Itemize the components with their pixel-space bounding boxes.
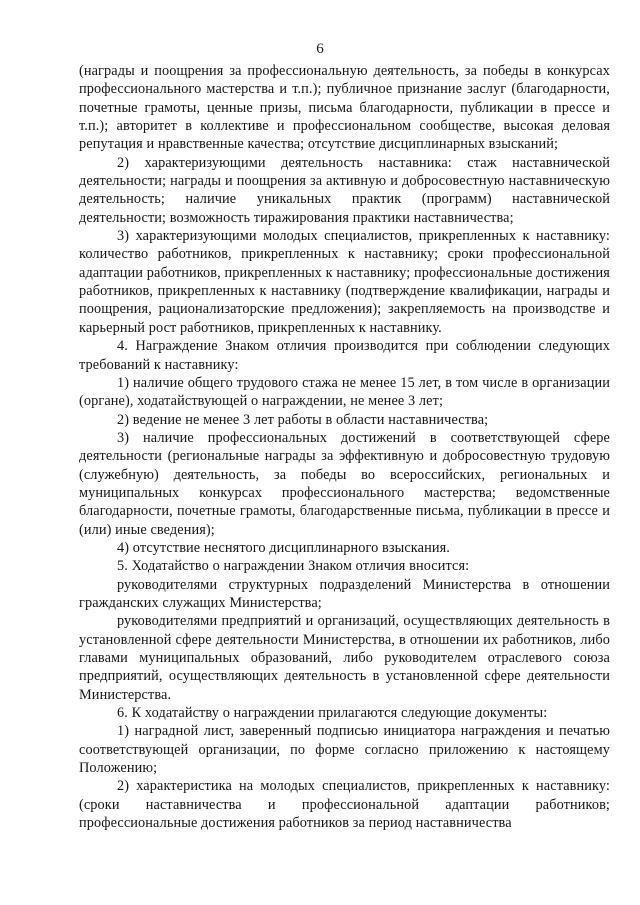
paragraph: руководителями предприятий и организаций, осуществляющих деятельность в установленной сфере деятельности Министерства, в отношении их работников, либо главами муниципальных образований, либо руководителем отраслевого союза предприятий, осуществляющих деятельность в установленной сфере деятельности Министерства.: [79, 613, 610, 703]
paragraph: 2) ведение не менее 3 лет работы в области наставничества;: [117, 411, 489, 428]
paragraph: (награды и поощрения за профессиональную деятельность, за победы в конкурсах профессионального мастерства и т.п.); публичное признание заслуг (благодарности, почетные грамоты, ценные призы, письма благодарности, публикации в прессе и т.п.); авторитет в коллективе и профессиональном сообществе, высокая деловая репутация и нравственные качества; отсутствие дисциплинарных взысканий;: [79, 63, 610, 153]
paragraph: 2) характеристика на молодых специалистов, прикрепленных к наставнику: (сроки наставничества и профессиональной адаптации работников; профессиональные достижения работников за период наставничества: [79, 778, 610, 832]
paragraph: 1) наградной лист, заверенный подписью инициатора награждения и печатью соответствующей организации, по форме согласно приложению к настоящему Положению;: [79, 723, 610, 777]
paragraph: 2) характеризующими деятельность наставника: стаж наставнической деятельности; награды и поощрения за активную и добросовестную наставническую деятельность; наличие уникальных практик (программ) наставнической деятельности; возможность тиражирования практики наставничества;: [79, 154, 610, 226]
page-number: 6: [316, 41, 324, 57]
paragraph: 6. К ходатайству о награждении прилагаются следующие документы:: [117, 705, 548, 722]
document-body: [79, 62, 610, 832]
paragraph: 3) наличие профессиональных достижений в соответствующей сфере деятельности (региональные награды за эффективную и добросовестную трудовую (служебную) деятельность, за победы во всероссийских, региональных и муниципальных конкурсах профессионального мастерства; ведомственные благодарности, почетные грамоты, благодарственные письма, публикации в прессе и (или) иные сведения);: [79, 429, 610, 538]
paragraph: 4) отсутствие неснятого дисциплинарного взыскания.: [117, 539, 450, 556]
paragraph: 1) наличие общего трудового стажа не менее 15 лет, в том числе в организации (органе), ходатайствующей о награждении, не менее 3 лет;: [79, 374, 610, 410]
paragraph: 3) характеризующими молодых специалистов, прикрепленных к наставнику: количество работников, прикрепленных к наставнику; сроки профессиональной адаптации работников, прикрепленных к наставнику; профессиональные достижения работников, прикрепленных к наставнику (подтверждение квалификации, награды и поощрения, рационализаторские предложения); закрепляемость на производстве и карьерный рост работников, прикрепленных к наставнику.: [79, 228, 610, 336]
paragraph: 4. Награждение Знаком отличия производится при соблюдении следующих требований к наставнику:: [79, 338, 610, 373]
paragraph: 5. Ходатайство о награждении Знаком отличия вносится:: [117, 558, 470, 575]
paragraph: руководителями структурных подразделений Министерства в отношении гражданских служащих Министерства;: [79, 576, 610, 611]
